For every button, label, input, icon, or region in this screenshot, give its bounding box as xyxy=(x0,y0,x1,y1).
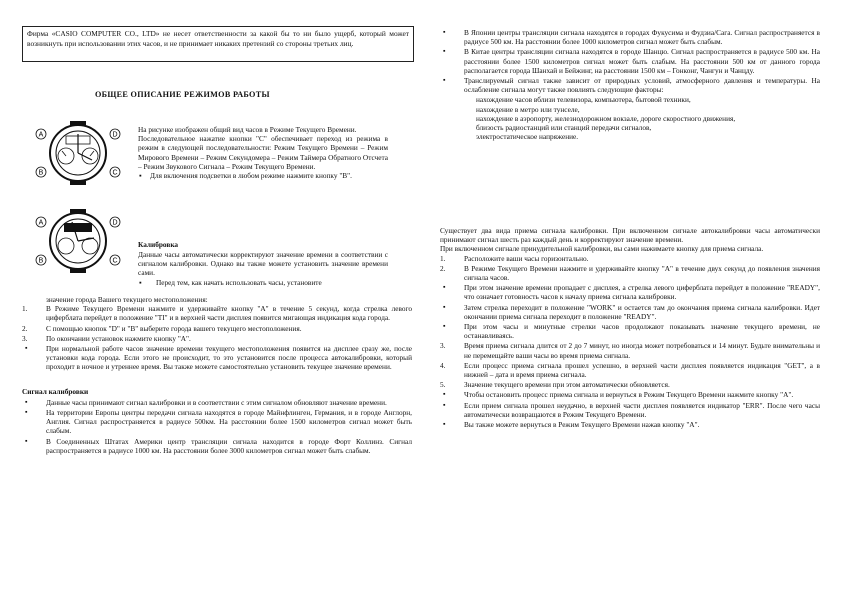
watch-illustration-top xyxy=(28,120,128,186)
list-item: ▪ При этом значение времени пропадает с дисплея, а стрелка левого циферблата перейдет в положение "READY", что означает готовность часов к началу приема сигнала калибровки. xyxy=(443,283,820,302)
list-item: 1. Расположите ваши часы горизонтально. xyxy=(440,253,589,263)
button-label-b: B xyxy=(38,257,44,265)
list-item: ▪ Чтобы остановить процесс приема сигнала и вернуться в Режим Текущего Времени нажмите кнопку "А". xyxy=(443,390,794,400)
list-item: нахождение часов вблизи телевизора, компьютера, бытовой техники, xyxy=(476,95,691,105)
intro-text xyxy=(138,125,388,180)
left-steps xyxy=(22,295,412,456)
calibration-paragraph: значение города Вашего текущего местоположения: xyxy=(46,295,208,304)
list-item: 3. Время приема сигнала длится от 2 до 7 минут, но иногда может потребоваться и 14 минут. Будьте внимательны и не перемещайте ваши часы во время приема сигнала. xyxy=(440,341,820,360)
list-item: 2. С помощью кнопок "D" и "B" выберите города вашего текущего местоположения. xyxy=(22,323,302,333)
list-item: ▪ В Китае центры трансляции сигнала находятся в городе Шанцю. Сигнал распространяется в радиусе 500 км. На расстоянии более 1500 километров сигнал может быть слабым. На расстоянии 500 км от данного города располагается города Шанхай и Бейжинг, на расстоянии 1500 км – Гонконг, Чангун и Чанцду. xyxy=(443,47,820,75)
list-item: электростатическое напряжение. xyxy=(476,132,579,142)
calibration-text xyxy=(138,250,388,287)
intro-paragraph: Последовательное нажатие кнопки "С" обеспечивает переход из режима в режим в следующей последовательности: Режим Текущего Времени – Режим Мирового Времени – Режим Секундомера – Режим Таймера Обратного Отсчета – Режим Звукового Сигнала – Режим Текущего Времени. xyxy=(138,134,388,171)
watch-illustration-bottom xyxy=(28,208,128,274)
disclaimer-text: Фирма «CASIO COMPUTER CO., LTD» не несет ответственности за какой бы то ни было ущерб, который может возникнуть при использовании этих часов, и не принимает никаких претензий со стороны третьих лиц. xyxy=(27,29,409,48)
list-item: 4. Если процесс приема сигнала прошел успешно, в верхней части дисплея появляется индикация "GET", а в нижней – дата и время приема сигнала. xyxy=(440,360,820,380)
list-item: 3. По окончании установок нажмите кнопку "А". xyxy=(22,333,191,343)
list-item: ▪ При нормальной работе часов значение времени текущего местоположения появится на дисплее сразу же, после установки кода города. Если этого не происходит, то это установится после процесса автокалибровки, который проходит в ночное и утреннее время. Вы также можете самостоятельно установить текущее значение времени. xyxy=(25,344,412,372)
list-item: ▪ Если прием сигнала прошел неудачно, в верхней части дисплея появляется индикатор "ERR". После чего часы автоматически возвращаются в Режим Текущего Времени. xyxy=(443,400,820,419)
button-label-c: C xyxy=(112,257,118,265)
manual-paragraph: При включенном сигнале принудительной калибровки, вы сами нажимаете кнопку для приема сигнала. xyxy=(440,244,764,254)
intro-paragraph: На рисунке изображен общий вид часов в Режиме Текущего Времени. xyxy=(138,125,357,134)
list-item: 5. Значение текущего времени при этом автоматически обновляется. xyxy=(440,380,670,390)
button-label-b: B xyxy=(38,169,44,177)
right-top xyxy=(440,28,820,141)
calibration-paragraph: Данные часы автоматически корректируют значение времени в соответствии с сигналом калибровки. Однако вы также можете установить значение времени сами. xyxy=(138,250,388,278)
list-item: ▪ В Японии центры трансляции сигнала находятся в городах Фукусима и Фудзиа/Сага. Сигнал распространяется в радиусе 500 км. На расстоянии более 1000 километров сигнал может быть слабым. xyxy=(443,28,820,47)
button-label-d: D xyxy=(112,131,118,139)
calibration-title: Калибровка xyxy=(138,240,179,249)
intro-bullet: ▪ Для включения подсветки в любом режиме нажмите кнопку "В". xyxy=(138,171,388,180)
list-item: ▪ Вы также можете вернуться в Режим Текущего Времени нажав кнопку "А". xyxy=(443,420,700,430)
disclaimer-box xyxy=(22,26,414,62)
button-label-a: A xyxy=(38,131,44,139)
list-item: нахождение в аэропорту, железнодорожном вокзале, дороге скоростного движения, xyxy=(476,113,736,123)
list-item: ▪ Данные часы принимают сигнал калибровки и в соответствии с этим сигналом обновляют значение времени. xyxy=(25,397,387,407)
signal-title: Сигнал калибровки xyxy=(22,386,89,396)
list-item: ▪ Затем стрелка переходит в положение "WORK" и остается там до окончания приема сигнала калибровки. Идет окончании приема сигнала переходит в положение "READY". xyxy=(443,302,820,321)
button-label-a: A xyxy=(38,219,44,227)
modes-paragraph: Существует два вида приема сигнала калибровки. При включенном сигнале автокалибровки часы автоматически принимают сигнал шесть раз каждый день и корректируют значение времени. xyxy=(440,226,820,245)
list-item: ▪ Транслируемый сигнал также зависит от природных условий, атмосферного давления и температуры. На ослабление сигнала могут также повлиять следующие факторы: xyxy=(443,76,820,95)
list-item: нахождение в метро или тунселе, xyxy=(476,104,580,114)
button-label-d: D xyxy=(112,219,118,227)
list-item: ▪ На территории Европы центры передачи сигнала находятся в городе Майнфлинген, Германия, и в городе Англорн, Англия. Сигнал распространяется в радиусе 500км. На расстоянии более 1500 километров сигнал может быть слабым. xyxy=(25,408,412,436)
calibration-bullet: ▪ Перед тем, как начать использовать часы, установите xyxy=(138,278,388,287)
factors-list xyxy=(440,95,820,141)
list-item: 2. В Режиме Текущего Времени нажмите и удерживайте кнопку "А" в течение двух секунд до появления значения сигнала часов. xyxy=(440,263,820,283)
list-item: 1. В Режиме Текущего Времени нажмите и удерживайте кнопку "А" в течение 5 секунд, когда стрелка левого циферблата перейдет в положение "TI" и в верхней части дисплея появится мигающая индикация кода города. xyxy=(22,304,412,323)
right-bottom xyxy=(440,226,820,430)
list-item: близость радиостанций или станций передачи сигналов, xyxy=(476,123,652,133)
list-item: ▪ В Соединенных Штатах Америки центр трансляции сигнала находится в городе Форт Коллинз. Сигнал распространяется в радиусе 1000 км. На расстоянии более 3000 километров сигнал может быть слабым. xyxy=(25,436,412,455)
list-item: ▪ При этом часы и минутные стрелки часов продолжают показывать значение текущего времени, не останавливаясь. xyxy=(443,322,820,341)
button-label-c: C xyxy=(112,169,118,177)
section-heading: ОБЩЕЕ ОПИСАНИЕ РЕЖИМОВ РАБОТЫ xyxy=(95,90,270,99)
